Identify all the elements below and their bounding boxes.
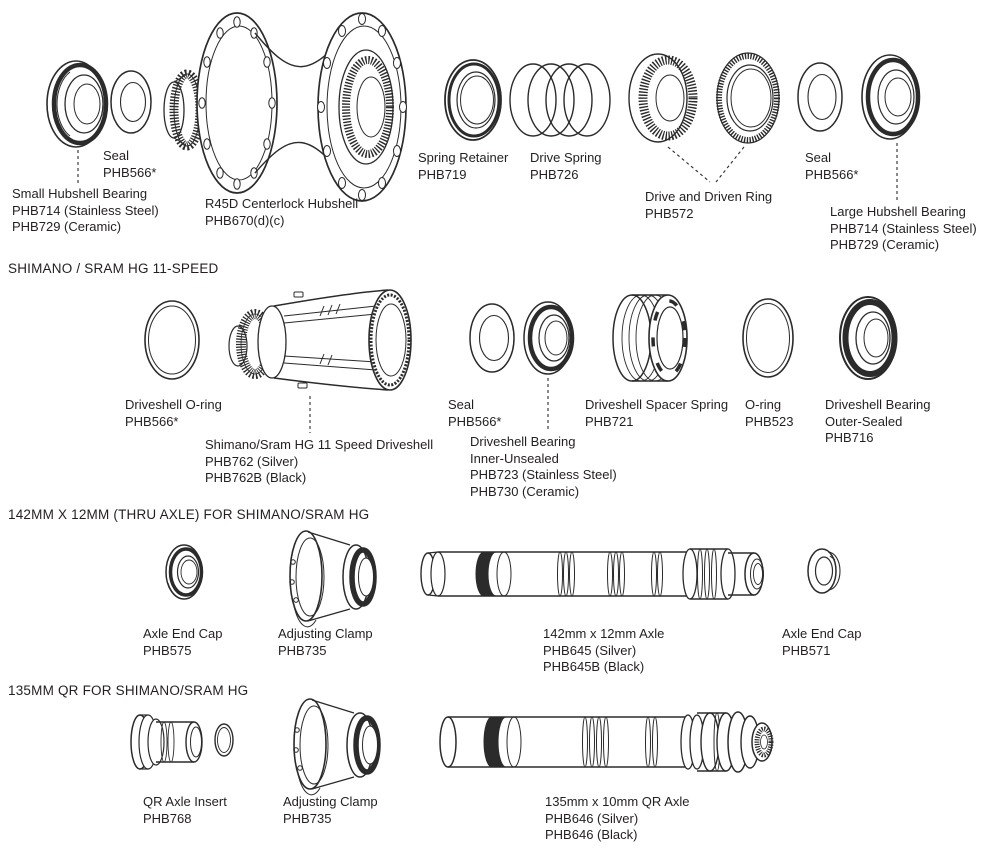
driveshell-drawing: [229, 290, 411, 390]
oring-523-drawing: [743, 299, 793, 377]
seal-left-drawing: [111, 71, 151, 133]
axle-end-cap-left-drawing: [166, 545, 202, 599]
driveshell-bearing-outer-drawing: [840, 297, 896, 379]
label-oring-523: O-ring PHB523: [745, 397, 794, 429]
section-header-thru-axle: 142MM X 12MM (THRU AXLE) FOR SHIMANO/SRAM HG: [8, 507, 370, 522]
label-driveshell-oring: Driveshell O-ring PHB566*: [125, 397, 222, 429]
leader-driven-ring: [716, 147, 744, 182]
drive-spring-drawing: [510, 64, 610, 136]
axle-end-cap-right-drawing: [808, 549, 840, 593]
label-qr-axle-insert: QR Axle Insert PHB768: [143, 794, 227, 826]
label-driveshell-spacer-spring: Driveshell Spacer Spring PHB721: [585, 397, 729, 429]
label-spring-retainer: Spring Retainer PHB719: [418, 150, 509, 182]
label-axle-end-cap-right: Axle End Cap PHB571: [782, 626, 862, 658]
axle-142-drawing: [421, 549, 764, 599]
label-axle-142: 142mm x 12mm Axle PHB645 (Silver) PHB645B (Black): [543, 626, 665, 674]
label-drive-and-driven-ring: Drive and Driven Ring PHB572: [645, 189, 773, 221]
driveshell-bearing-inner-drawing: [524, 302, 572, 374]
driveshell-spacer-spring-drawing: [613, 295, 687, 381]
label-seal-right: Seal PHB566*: [805, 150, 859, 182]
label-driveshell-bearing-outer: Driveshell Bearing Outer-Sealed PHB716: [825, 397, 931, 445]
spring-retainer-drawing: [445, 60, 501, 140]
driveshell-oring-drawing: [145, 301, 199, 379]
label-axle-135: 135mm x 10mm QR Axle PHB646 (Silver) PHB646 (Black): [545, 794, 690, 842]
seal-mid-drawing: [470, 304, 514, 372]
qr-axle-insert-drawing: [131, 715, 233, 769]
seal-right-drawing: [798, 63, 842, 131]
label-large-hubshell-bearing: Large Hubshell Bearing PHB714 (Stainless Steel) PHB729 (Ceramic): [830, 204, 977, 252]
section-header-qr: 135MM QR FOR SHIMANO/SRAM HG: [8, 683, 249, 698]
axle-135-qr-drawing: [440, 712, 772, 772]
section-header-hg11: SHIMANO / SRAM HG 11-SPEED: [8, 261, 219, 276]
label-drive-spring: Drive Spring PHB726: [530, 150, 602, 182]
large-hubshell-bearing-drawing: [862, 55, 918, 139]
label-driveshell-bearing-inner: Driveshell Bearing Inner-Unsealed PHB723 (Stainless Steel) PHB730 (Ceramic): [470, 434, 617, 499]
label-axle-end-cap-left: Axle End Cap PHB575: [143, 626, 223, 658]
label-small-hubshell-bearing: Small Hubshell Bearing PHB714 (Stainless Steel) PHB729 (Ceramic): [12, 186, 159, 234]
leader-drive-ring: [668, 147, 710, 182]
label-adjusting-clamp-1: Adjusting Clamp PHB735: [278, 626, 373, 658]
label-driveshell: Shimano/Sram HG 11 Speed Driveshell PHB762 (Silver) PHB762B (Black): [205, 437, 434, 485]
label-seal-left: Seal PHB566*: [103, 148, 157, 180]
drive-ring-drawing: [629, 54, 693, 142]
label-hubshell: R45D Centerlock Hubshell PHB670(d)(c): [205, 196, 359, 228]
driven-ring-drawing: [717, 53, 779, 143]
adjusting-clamp-drawing: [290, 531, 374, 627]
hubshell-drawing: [164, 13, 407, 201]
small-hubshell-bearing-drawing: [47, 61, 106, 147]
label-seal-mid: Seal PHB566*: [448, 397, 502, 429]
label-adjusting-clamp-2: Adjusting Clamp PHB735: [283, 794, 378, 826]
adjusting-clamp-2-drawing: [294, 699, 378, 795]
